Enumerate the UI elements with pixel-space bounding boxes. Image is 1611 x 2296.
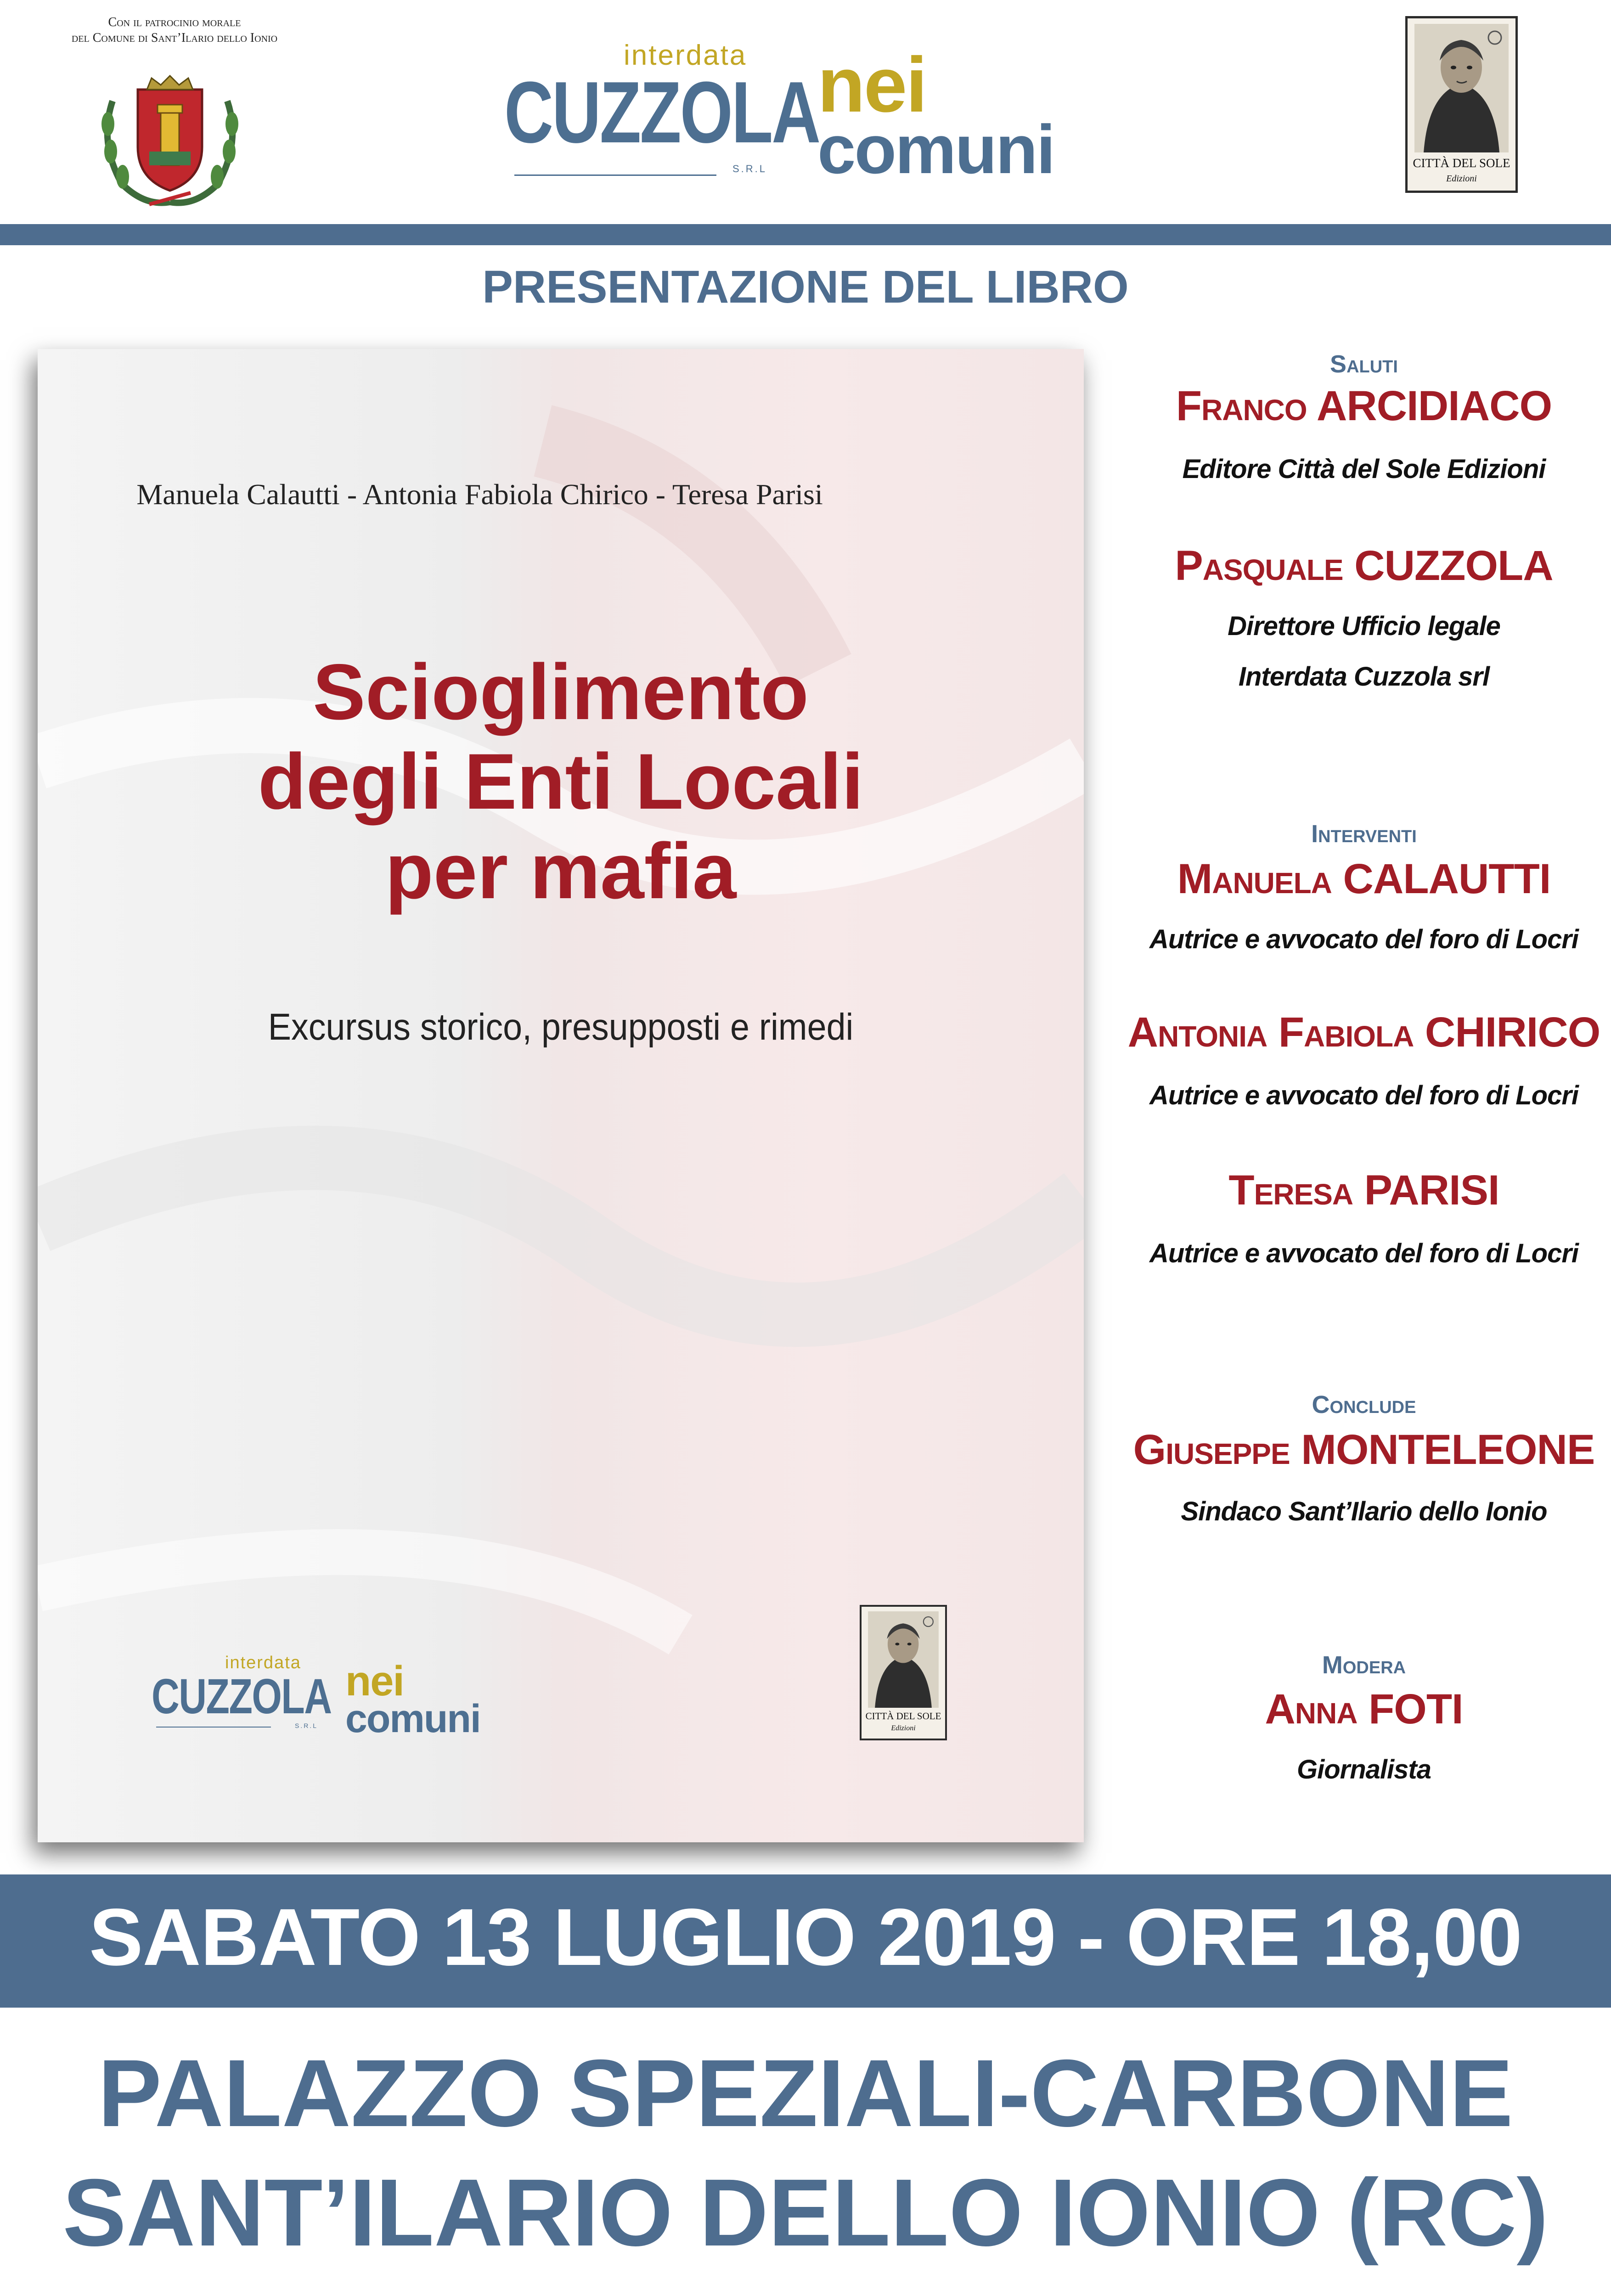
- modera-person-name: Anna FOTI: [1265, 1686, 1463, 1733]
- nei-comuni-logo-comuni: comuni: [817, 111, 1054, 188]
- book-subtitle: Excursus storico, presupposti e rimedi: [268, 1006, 854, 1048]
- conclude-person-role: Sindaco Sant’Ilario dello Ionio: [1181, 1497, 1547, 1526]
- conclude-label: Conclude: [1312, 1391, 1416, 1418]
- interventi-label: Interventi: [1311, 820, 1417, 848]
- venue-line2: SANT’ILARIO DELLO IONIO (RC): [62, 2160, 1549, 2266]
- saluti-label: Saluti: [1330, 350, 1398, 378]
- citta-del-sole-name: CITTÀ DEL SOLE: [1413, 156, 1510, 170]
- interventi-person1-role: Autrice e avvocato del foro di Locri: [1149, 924, 1579, 954]
- patronage-line1: Con il patrocinio morale: [108, 15, 241, 29]
- interventi-person3-name: Teresa PARISI: [1228, 1167, 1499, 1214]
- interdata-logo-text: interdata: [624, 39, 747, 71]
- book-citta-del-sole-logo: [860, 1605, 947, 1740]
- citta-del-sole-logo: [1405, 16, 1518, 193]
- book-nei-comuni-logo-comuni: comuni: [345, 1697, 480, 1741]
- saluti-person2-role1: Direttore Ufficio legale: [1228, 611, 1500, 641]
- book-cuzzola-logo-line: [156, 1727, 271, 1728]
- book-title-line1: Scioglimento: [313, 648, 809, 736]
- monk-portrait-icon: [1414, 24, 1509, 152]
- section-title: PRESENTAZIONE DEL LIBRO: [482, 261, 1129, 313]
- book-authors: Manuela Calautti - Antonia Fabiola Chirico - Teresa Parisi: [136, 478, 823, 511]
- book-nei-comuni-logo-nei: nei: [345, 1658, 404, 1705]
- saluti-person1-role: Editore Città del Sole Edizioni: [1182, 454, 1546, 484]
- modera-person-role: Giornalista: [1297, 1755, 1431, 1784]
- patronage-line2: del Comune di Sant’Ilario dello Ionio: [71, 31, 278, 45]
- book-cover: [38, 349, 1084, 1842]
- nei-comuni-logo-nei: nei: [817, 41, 926, 129]
- saluti-person1-name: Franco ARCIDIACO: [1176, 383, 1552, 429]
- book-cuzzola-logo-srl: S.R.L: [295, 1722, 318, 1729]
- book-citta-del-sole-sub: Edizioni: [891, 1724, 916, 1732]
- saluti-person2-role2: Interdata Cuzzola srl: [1238, 662, 1490, 692]
- cuzzola-logo-text: CUZZOLA: [504, 64, 820, 161]
- header-divider-bar: [0, 224, 1611, 245]
- book-title-line2: degli Enti Locali: [258, 737, 864, 826]
- municipal-crest-icon: [94, 73, 246, 211]
- book-citta-del-sole-name: CITTÀ DEL SOLE: [865, 1711, 941, 1722]
- patronage-text: [37, 15, 312, 46]
- event-date: SABATO 13 LUGLIO 2019 - ORE 18,00: [89, 1892, 1522, 1982]
- venue-line1: PALAZZO SPEZIALI-CARBONE: [98, 2040, 1513, 2147]
- cuzzola-logo-line: [514, 174, 716, 176]
- interventi-person2-role: Autrice e avvocato del foro di Locri: [1149, 1080, 1579, 1110]
- book-interdata-logo-text: interdata: [225, 1653, 301, 1672]
- interventi-person1-name: Manuela CALAUTTI: [1177, 855, 1551, 902]
- saluti-person2-name: Pasquale CUZZOLA: [1175, 542, 1553, 589]
- book-title-line3: per mafia: [385, 827, 737, 915]
- cuzzola-logo-srl: S.R.L: [732, 163, 767, 174]
- citta-del-sole-sub: Edizioni: [1446, 174, 1477, 184]
- modera-label: Modera: [1322, 1651, 1406, 1679]
- book-monk-portrait-icon: [867, 1611, 940, 1708]
- book-cuzzola-logo-text: CUZZOLA: [152, 1668, 332, 1724]
- interventi-person2-name: Antonia Fabiola CHIRICO: [1127, 1009, 1600, 1056]
- interventi-person3-role: Autrice e avvocato del foro di Locri: [1149, 1238, 1579, 1268]
- book-title: [38, 647, 1084, 916]
- conclude-person-name: Giuseppe MONTELEONE: [1133, 1426, 1595, 1473]
